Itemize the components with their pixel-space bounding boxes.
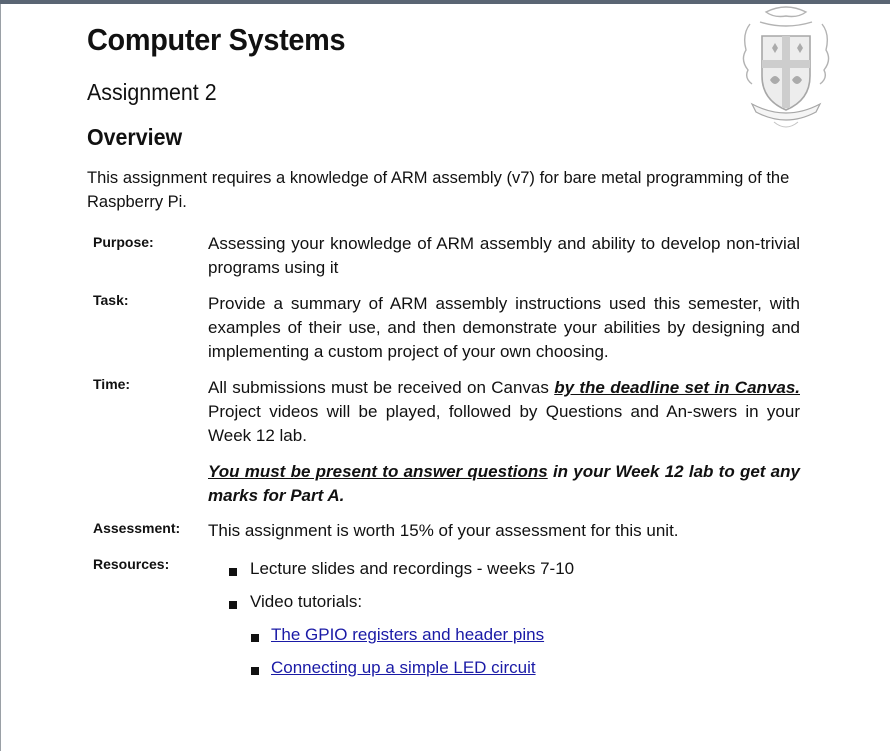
time-text-tail: Project videos will be played, followed by Questions and An-swers in your Week 12 lab. [208,402,800,445]
document-subtitle: Assignment 2 [87,79,217,105]
purpose-label: Purpose: [93,234,154,250]
resource-item: Video tutorials: [250,592,363,611]
resources-label: Resources: [93,556,170,572]
intro-paragraph: This assignment requires a knowledge of ARM assembly (v7) for bare metal programming of the Raspberry Pi. [87,168,790,211]
square-bullet-icon [229,568,237,576]
overview-heading: Overview [87,124,183,150]
assessment-label: Assessment: [93,520,181,536]
video-link-item [271,623,544,647]
task-label: Task: [93,292,129,308]
presence-tail: in your Week 12 lab to get any marks for Part A. [208,462,800,505]
gpio-video-link[interactable]: The GPIO registers and header pins [271,625,545,644]
time-label: Time: [93,376,131,392]
presence-note [208,460,800,508]
assessment-text: This assignment is worth 15% of your assessment for this unit. [208,521,679,540]
document-title: Computer Systems [87,22,346,57]
square-bullet-icon [251,634,259,642]
square-bullet-icon [251,667,259,675]
video-link-item [271,656,536,680]
deadline-emphasis: by the deadline set in Canvas. [554,378,800,397]
resource-item: Lecture slides and recordings - weeks 7-10 [250,559,575,578]
led-circuit-video-link[interactable]: Connecting up a simple LED circuit [271,658,536,677]
task-text: Provide a summary of ARM assembly instructions used this semester, with examples of their use, and then demonstrate your abilities by designing and implementing a custom project of your own choosing. [208,294,800,361]
time-text-lead: All submissions must be received on Canvas [208,378,555,397]
purpose-text: Assessing your knowledge of ARM assembly and ability to develop non-trivial programs using it [208,234,800,277]
page-left-edge [0,4,1,751]
university-crest-icon [736,4,836,136]
presence-emphasis: You must be present to answer questions [208,462,548,481]
square-bullet-icon [229,601,237,609]
time-text [208,376,800,448]
